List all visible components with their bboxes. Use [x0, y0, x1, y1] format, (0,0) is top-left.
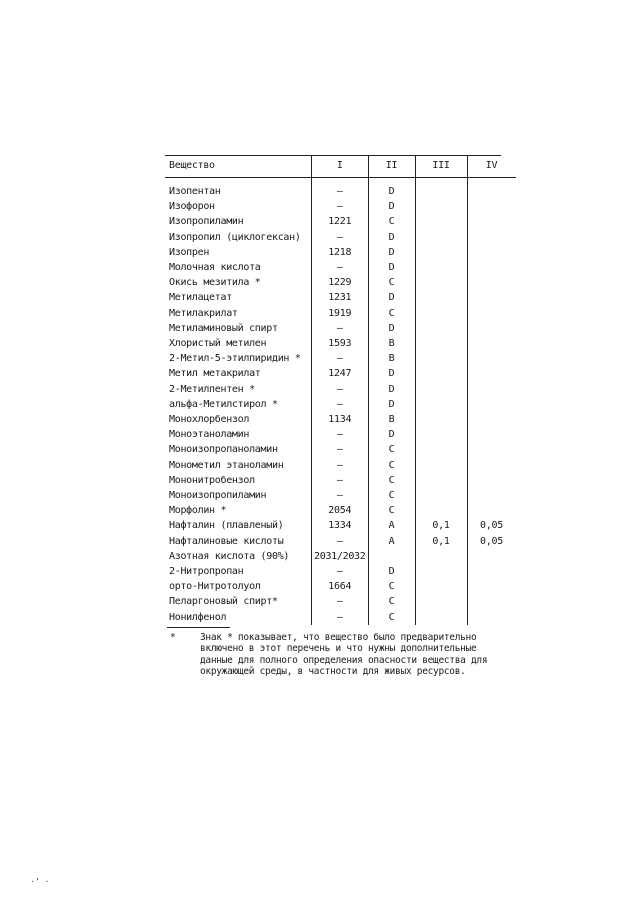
cell-substance: Пеларгоновый спирт* [169, 596, 278, 608]
cell-col-iv [467, 351, 516, 366]
cell-col-iv [467, 610, 516, 625]
cell-col-iii [415, 306, 467, 321]
table-header-row [165, 155, 516, 178]
cell-col-iii: 0,1 [415, 534, 467, 549]
cell-col-iv [467, 382, 516, 397]
cell-substance: Молочная кислота [169, 262, 261, 274]
cell-col-i: – [312, 397, 369, 412]
cell-col-ii: D [368, 427, 415, 442]
cell-col-iii [415, 579, 467, 594]
footnote-rule [167, 627, 230, 628]
table-row [165, 518, 516, 533]
header-col-iii: III [415, 155, 467, 178]
cell-substance: Окись мезитила * [169, 277, 261, 289]
cell-col-ii: C [368, 214, 415, 229]
scan-specks: ·’ · [30, 877, 50, 886]
cell-col-iv [467, 579, 516, 594]
cell-col-i: – [312, 473, 369, 488]
cell-substance: Метилацетат [169, 292, 232, 304]
table-row [165, 214, 516, 229]
cell-col-iv [467, 336, 516, 351]
cell-col-i: – [312, 610, 369, 625]
substances-table [165, 155, 516, 625]
table-row [165, 321, 516, 336]
cell-col-i: 1218 [312, 245, 369, 260]
cell-substance: 2-Нитропропан [169, 566, 244, 578]
cell-col-i: – [312, 427, 369, 442]
cell-col-iv [467, 199, 516, 214]
cell-substance: Изопропил (циклогексан) [169, 231, 301, 243]
cell-col-iv: 0,05 [467, 518, 516, 533]
cell-col-i: 2031/2032 [312, 549, 369, 564]
cell-col-iii [415, 503, 467, 518]
cell-col-i: 1593 [312, 336, 369, 351]
header-col-i: I [312, 155, 369, 178]
table-row [165, 290, 516, 305]
cell-col-iii [415, 397, 467, 412]
cell-col-iii [415, 382, 467, 397]
table-row [165, 473, 516, 488]
cell-col-ii: D [368, 382, 415, 397]
cell-col-ii: C [368, 473, 415, 488]
cell-substance: Нафталин (плавленый) [169, 520, 284, 532]
cell-col-iv [467, 503, 516, 518]
cell-col-ii: D [368, 245, 415, 260]
table-row [165, 366, 516, 381]
cell-col-i: – [312, 351, 369, 366]
cell-col-iv [467, 412, 516, 427]
cell-substance: Изофорон [169, 201, 215, 213]
table-row [165, 488, 516, 503]
cell-col-i: 1334 [312, 518, 369, 533]
cell-substance: Метилакрилат [169, 307, 238, 319]
table-row [165, 351, 516, 366]
cell-substance: Изопентан [169, 186, 221, 197]
cell-col-iii [415, 230, 467, 245]
cell-col-ii: D [368, 178, 415, 200]
cell-substance: Метил метакрилат [169, 368, 261, 380]
cell-col-ii: B [368, 336, 415, 351]
cell-substance: Изопрен [169, 246, 210, 258]
cell-col-ii: D [368, 230, 415, 245]
cell-col-ii: C [368, 442, 415, 457]
cell-col-i: – [312, 382, 369, 397]
cell-col-i: – [312, 178, 369, 200]
footnote-marker: * [170, 632, 176, 643]
cell-col-ii: A [368, 518, 415, 533]
cell-col-i: – [312, 458, 369, 473]
cell-col-iii [415, 473, 467, 488]
cell-col-i: – [312, 594, 369, 609]
table-row [165, 442, 516, 457]
cell-col-iv: 0,05 [467, 534, 516, 549]
cell-col-i: – [312, 260, 369, 275]
cell-col-iv [467, 366, 516, 381]
cell-col-i: 1664 [312, 579, 369, 594]
cell-col-ii: B [368, 351, 415, 366]
cell-col-ii: C [368, 610, 415, 625]
cell-col-iii [415, 260, 467, 275]
cell-col-iii [415, 290, 467, 305]
cell-col-iv [467, 290, 516, 305]
cell-substance: Монохлорбензол [169, 414, 250, 426]
table-row [165, 397, 516, 412]
cell-col-i: 1247 [312, 366, 369, 381]
cell-col-i: 1229 [312, 275, 369, 290]
cell-substance: Моноизопропиламин [169, 490, 267, 502]
table-row [165, 275, 516, 290]
cell-col-iii: 0,1 [415, 518, 467, 533]
cell-col-iii [415, 275, 467, 290]
cell-col-i: – [312, 564, 369, 579]
cell-col-i: 1221 [312, 214, 369, 229]
cell-col-ii [368, 549, 415, 564]
cell-col-i: 1231 [312, 290, 369, 305]
table-row [165, 306, 516, 321]
cell-col-iii [415, 366, 467, 381]
cell-col-iv [467, 260, 516, 275]
cell-substance: Азотная кислота (90%) [169, 550, 290, 562]
table-row [165, 579, 516, 594]
cell-col-ii: D [368, 321, 415, 336]
cell-col-iv [467, 245, 516, 260]
cell-col-iv [467, 427, 516, 442]
cell-col-iii [415, 442, 467, 457]
cell-col-ii: C [368, 488, 415, 503]
cell-col-iv [467, 458, 516, 473]
cell-col-iv [467, 488, 516, 503]
cell-col-iii [415, 610, 467, 625]
cell-col-ii: C [368, 579, 415, 594]
table-row [165, 458, 516, 473]
cell-substance: Моноизопропаноламин [169, 444, 278, 456]
cell-col-iii [415, 427, 467, 442]
cell-substance: Изопропиламин [169, 216, 244, 228]
cell-col-iii [415, 336, 467, 351]
table-body [165, 178, 516, 625]
cell-substance: Метиламиновый спирт [169, 322, 278, 334]
table-row [165, 230, 516, 245]
cell-col-i: 1919 [312, 306, 369, 321]
table-row [165, 503, 516, 518]
cell-col-iii [415, 199, 467, 214]
cell-col-iv [467, 230, 516, 245]
header-col-iv: IV [467, 155, 516, 178]
cell-col-iv [467, 397, 516, 412]
cell-col-ii: D [368, 199, 415, 214]
table-row [165, 245, 516, 260]
table-row [165, 549, 516, 564]
table-row [165, 534, 516, 549]
table-row [165, 382, 516, 397]
cell-col-i: 2054 [312, 503, 369, 518]
cell-col-i: – [312, 534, 369, 549]
table-row [165, 412, 516, 427]
cell-col-ii: C [368, 503, 415, 518]
cell-col-ii: C [368, 306, 415, 321]
cell-col-iii [415, 488, 467, 503]
cell-col-iii [415, 564, 467, 579]
cell-col-i: 1134 [312, 412, 369, 427]
cell-col-i: – [312, 488, 369, 503]
cell-substance: альфа-Метилстирол * [169, 398, 278, 410]
cell-col-iii [415, 458, 467, 473]
cell-substance: Моноэтаноламин [169, 429, 250, 441]
cell-col-ii: A [368, 534, 415, 549]
cell-substance: Монометил этаноламин [169, 459, 284, 471]
cell-substance: Нафталиновые кислоты [169, 535, 284, 547]
cell-col-i: – [312, 321, 369, 336]
cell-col-ii: C [368, 458, 415, 473]
cell-col-iv [467, 178, 516, 200]
cell-col-iv [467, 321, 516, 336]
table-row [165, 594, 516, 609]
table-row [165, 199, 516, 214]
cell-col-iv [467, 275, 516, 290]
cell-col-iv [467, 214, 516, 229]
cell-col-iv [467, 564, 516, 579]
cell-col-iii [415, 549, 467, 564]
header-col-ii: II [368, 155, 415, 178]
table-row [165, 564, 516, 579]
cell-col-iii [415, 321, 467, 336]
cell-col-ii: C [368, 275, 415, 290]
cell-col-ii: D [368, 290, 415, 305]
table-row [165, 427, 516, 442]
cell-col-iv [467, 306, 516, 321]
header-substance: Вещество [165, 155, 312, 178]
cell-col-i: – [312, 230, 369, 245]
cell-col-ii: B [368, 412, 415, 427]
cell-col-iii [415, 412, 467, 427]
cell-col-iv [467, 473, 516, 488]
cell-col-i: – [312, 199, 369, 214]
cell-substance: Хлористый метилен [169, 338, 267, 350]
cell-col-iii [415, 351, 467, 366]
cell-col-ii: D [368, 260, 415, 275]
cell-col-iv [467, 549, 516, 564]
table-row [165, 178, 516, 200]
cell-substance: Нонилфенол [169, 611, 227, 623]
table-row [165, 260, 516, 275]
cell-substance: Мононитробензол [169, 474, 255, 486]
table-row [165, 336, 516, 351]
cell-col-iii [415, 214, 467, 229]
cell-substance: орто-Нитротолуол [169, 581, 261, 593]
cell-substance: Морфолин * [169, 505, 227, 517]
footnote [170, 632, 500, 678]
cell-col-ii: C [368, 594, 415, 609]
cell-col-iii [415, 245, 467, 260]
cell-substance: 2-Метил-5-этилпиридин * [169, 353, 301, 365]
cell-col-ii: D [368, 366, 415, 381]
cell-substance: 2-Метилпентен * [169, 383, 255, 395]
cell-col-iv [467, 594, 516, 609]
cell-col-iii [415, 594, 467, 609]
cell-col-iv [467, 442, 516, 457]
cell-col-ii: D [368, 397, 415, 412]
table-row [165, 610, 516, 625]
cell-col-iii [415, 178, 467, 200]
footnote-text: Знак * показывает, что вещество было предварительно включено в этот перечень и что нужны дополнительные данные для полного определения опасности вещества для окружающей среды, в частности для живых ресурсов. [200, 632, 488, 678]
cell-col-i: – [312, 442, 369, 457]
cell-col-ii: D [368, 564, 415, 579]
